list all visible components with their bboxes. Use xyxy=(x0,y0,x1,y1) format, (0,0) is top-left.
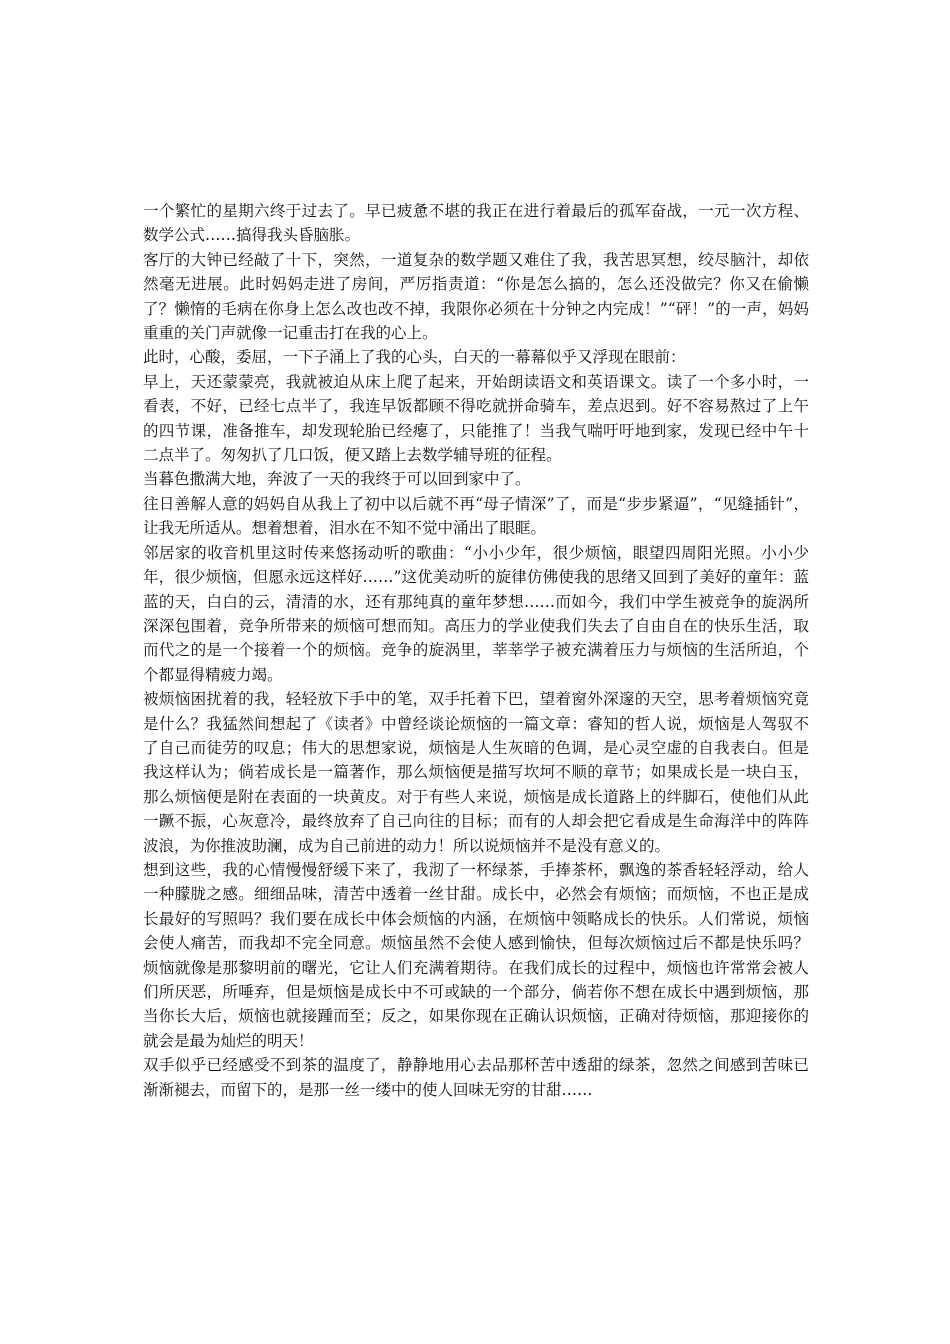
paragraph-5: 当暮色撒满大地，奔波了一天的我终于可以回到家中了。 xyxy=(143,470,531,489)
paragraph-3: 此时，心酸，委屈，一下子涌上了我的心头，白天的一幕幕似乎又浮现在眼前： xyxy=(143,348,686,367)
paragraph-9: 想到这些，我的心情慢慢舒缓下来了，我沏了一杯绿茶，手捧茶杯，飘逸的茶香轻轻浮动，给人一种朦胧之感。细细品味，清苦中透着一丝甘甜。成长中，必然会有烦恼；而烦恼，不也正是成长最好的写照吗？我们要在成长中体会烦恼的内涵，在烦恼中领略成长的快乐。人们常说，烦恼会使人痛苦，而我却不完全同意。烦恼虽然不会使人感到愉快，但每次烦恼过后不都是快乐吗？烦恼就像是那黎明前的曙光，它让人们充满着期待。在我们成长的过程中，烦恼也许常常会被人们所厌恶，所唾弃，但是烦恼是成长中不可或缺的一个部分，倘若你不想在成长中遇到烦恼，那当你长大后，烦恼也就接踵而至；反之，如果你现在正确认识烦恼，正确对待烦恼，那迎接你的就会是最为灿烂的明天！ xyxy=(143,860,809,1050)
essay-body xyxy=(143,199,809,1102)
paragraph-6: 往日善解人意的妈妈自从我上了初中以后就不再“母子情深”了，而是“步步紧逼”，“见缝插针”，让我无所适从。想着想着，泪水在不知不觉中涌出了眼眶。 xyxy=(143,494,809,538)
paragraph-7: 邻居家的收音机里这时传来悠扬动听的歌曲：“小小少年，很少烦恼，眼望四周阳光照。小小少年，很少烦恼，但愿永远这样好……”这优美动听的旋律仿佛使我的思绪又回到了美好的童年：蓝蓝的天，白白的云，清清的水，还有那纯真的童年梦想……而如今，我们中学生被竞争的旋涡所深深包围着，竞争所带来的烦恼可想而知。高压力的学业使我们失去了自由自在的快乐生活，取而代之的是一个接着一个的烦恼。竞争的旋涡里，莘莘学子被充满着压力与烦恼的生活所迫，个个都显得精疲力竭。 xyxy=(143,543,809,684)
paragraph-4: 早上，天还蒙蒙亮，我就被迫从床上爬了起来，开始朗读语文和英语课文。读了一个多小时，一看表，不好，已经七点半了，我连早饭都顾不得吃就拼命骑车，差点迟到。好不容易熬过了上午的四节课，准备推车，却发现轮胎已经瘪了，只能推了！当我气喘吁吁地到家，发现已经中午十二点半了。匆匆扒了几口饭，便又踏上去数学辅导班的征程。 xyxy=(143,372,809,465)
paragraph-10: 双手似乎已经感受不到茶的温度了，静静地用心去品那杯苦中透甜的绿茶，忽然之间感到苦味已渐渐褪去，而留下的，是那一丝一缕中的使人回味无穷的甘甜…… xyxy=(143,1056,809,1099)
paragraph-8: 被烦恼困扰着的我，轻轻放下手中的笔，双手托着下巴，望着窗外深邃的天空，思考着烦恼究竟是什么？我猛然间想起了《读者》中曾经谈论烦恼的一篇文章：睿知的哲人说，烦恼是人驾驭不了自己而徒劳的叹息；伟大的思想家说，烦恼是人生灰暗的色调，是心灵空虚的自我表白。但是我这样认为；倘若成长是一篇著作，那么烦恼便是描写坎坷不顺的章节；如果成长是一块白玉，那么烦恼便是附在表面的一块黄皮。对于有些人来说，烦恼是成长道路上的绊脚石，使他们从此一蹶不振，心灰意冷，最终放弃了自己向往的目标；而有的人却会把它看成是生命海洋中的阵阵波浪，为你推波助澜，成为自己前进的动力！所以说烦恼并不是没有意义的。 xyxy=(143,690,809,855)
paragraph-2: 客厅的大钟已经敲了十下，突然，一道复杂的数学题又难住了我，我苦思冥想，绞尽脑汁，却依然毫无进展。此时妈妈走进了房间，严厉指责道：“你是怎么搞的，怎么还没做完？你又在偷懒了？懒惰的毛病在你身上怎么改也改不掉，我限你必须在十分钟之内完成！”“砰！”的一声，妈妈重重的关门声就像一记重击打在我的心上。 xyxy=(143,250,809,343)
paragraph-1: 一个繁忙的星期六终于过去了。早已疲惫不堪的我正在进行着最后的孤军奋战，一元一次方程、数学公式……搞得我头昏脑胀。 xyxy=(143,202,809,245)
